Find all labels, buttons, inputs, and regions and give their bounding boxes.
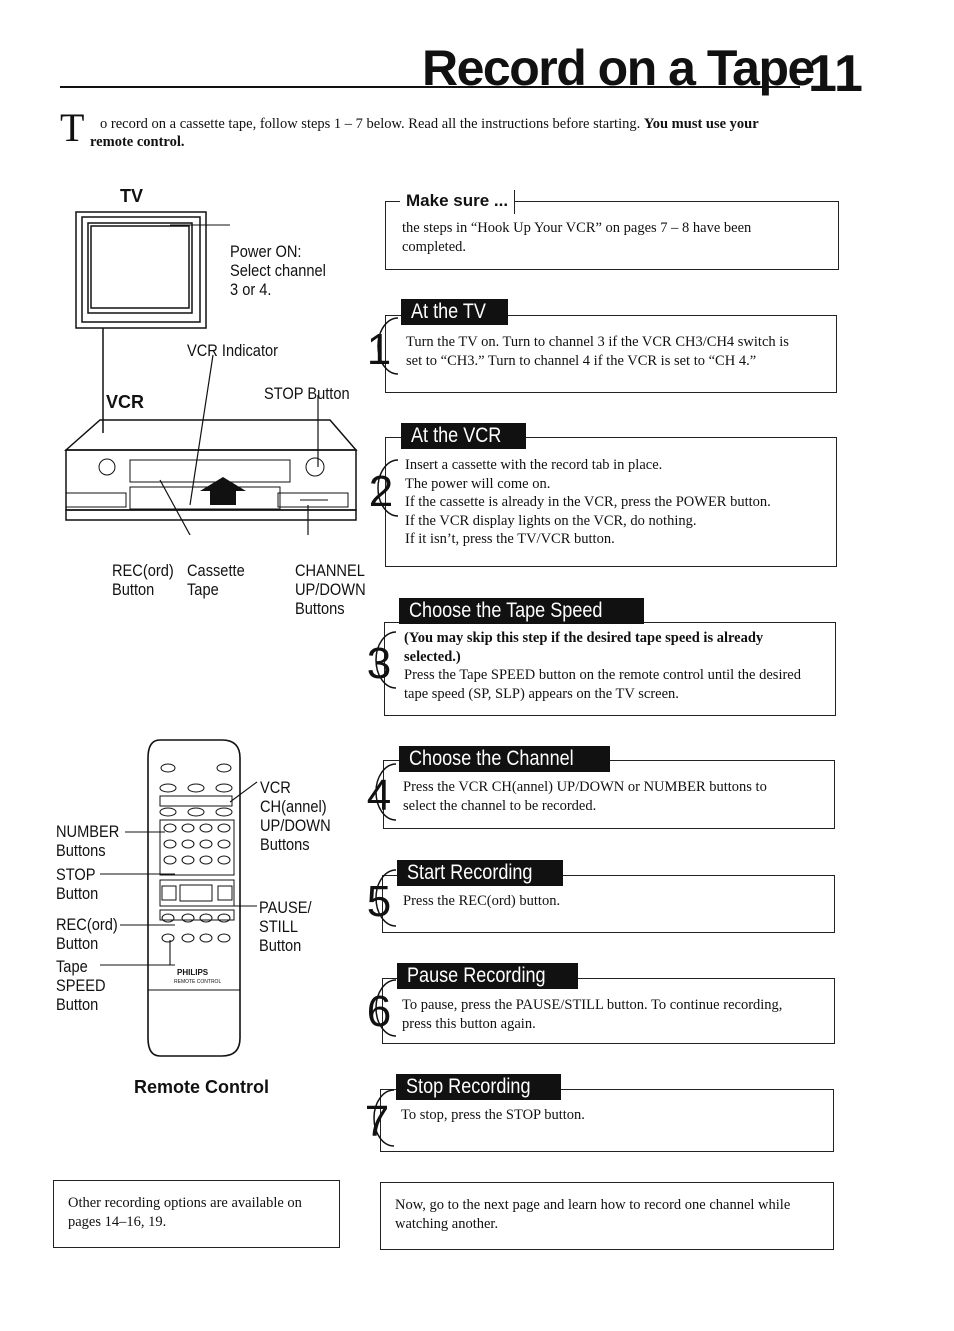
tape-speed-line: SPEED bbox=[56, 976, 106, 995]
step-4-title bbox=[399, 746, 610, 772]
channel-buttons-label bbox=[295, 561, 366, 618]
remote-rec-line: Button bbox=[56, 934, 99, 953]
step-2-text bbox=[405, 456, 771, 549]
number-buttons-label bbox=[56, 822, 119, 860]
step-3-title-text: Choose the Tape Speed bbox=[409, 599, 603, 622]
tv-heading: TV bbox=[120, 186, 144, 206]
vcr-heading: VCR bbox=[106, 392, 145, 412]
step-3-number: 3 bbox=[366, 639, 392, 688]
step-3-line: tape speed (SP, SLP) appears on the TV screen. bbox=[404, 685, 679, 702]
tape-speed-line: Tape bbox=[56, 957, 88, 976]
tape-speed-label bbox=[56, 957, 106, 1014]
make-sure-title: Make sure ... bbox=[400, 190, 515, 214]
step-4-title-text: Choose the Channel bbox=[409, 747, 574, 770]
remote-stop-label bbox=[56, 865, 98, 903]
rec-button-line: REC(ord) bbox=[112, 561, 174, 580]
step-2-line: If the VCR display lights on the VCR, do nothing. bbox=[405, 512, 697, 529]
step-1-line: set to “CH3.” Turn to channel 4 if the VCR is set to “CH 4.” bbox=[406, 352, 757, 369]
step-4-line: Press the VCR CH(annel) UP/DOWN or NUMBER buttons to bbox=[403, 779, 767, 795]
insert-arrow-icon bbox=[200, 477, 246, 505]
remote-brand-sub: REMOTE CONTROL bbox=[174, 979, 222, 985]
step-7-line: To stop, press the STOP button. bbox=[401, 1107, 585, 1123]
pause-still-line: PAUSE/ bbox=[259, 898, 312, 917]
step-7-title bbox=[396, 1074, 561, 1100]
step-7-text bbox=[401, 1106, 585, 1125]
note-left-line: Other recording options are available on bbox=[68, 1195, 302, 1211]
step-3-text bbox=[404, 629, 801, 703]
step-3-note-line: selected.) bbox=[404, 648, 461, 665]
channel-buttons-line: CHANNEL bbox=[295, 561, 365, 580]
step-1-number-icon bbox=[360, 314, 406, 378]
step-2-line: Insert a cassette with the record tab in place. bbox=[405, 457, 663, 473]
page-number: 11 bbox=[808, 45, 863, 103]
vcr-channel-line: VCR bbox=[260, 778, 291, 797]
cassette-tape-line: Cassette bbox=[187, 561, 245, 580]
step-7-title-text: Stop Recording bbox=[406, 1075, 531, 1098]
make-sure-text bbox=[402, 219, 751, 256]
intro-line-2: remote control. bbox=[90, 134, 185, 150]
pause-still-line: STILL bbox=[259, 917, 299, 936]
note-next-page bbox=[380, 1182, 834, 1250]
remote-rec-line: REC(ord) bbox=[56, 915, 118, 934]
remote-caption: Remote Control bbox=[134, 1077, 269, 1097]
step-4-number-icon bbox=[358, 760, 404, 824]
intro-emphasis: You must use your bbox=[643, 116, 759, 132]
step-6-text bbox=[402, 996, 782, 1033]
make-sure-line: the steps in “Hook Up Your VCR” on pages 7 – 8 have been bbox=[402, 220, 752, 236]
tv-illustration bbox=[76, 212, 230, 328]
remote-brand: PHILIPS bbox=[177, 968, 209, 977]
step-5-number: 5 bbox=[366, 877, 392, 926]
vcr-channel-label bbox=[260, 778, 331, 854]
pause-still-line: Button bbox=[259, 936, 302, 955]
step-6-line: To pause, press the PAUSE/STILL button. To continue recording, bbox=[402, 997, 783, 1013]
power-on-label bbox=[230, 242, 326, 299]
step-6-line: press this button again. bbox=[402, 1015, 536, 1032]
stop-button-label: STOP Button bbox=[264, 384, 350, 403]
channel-buttons-line: Buttons bbox=[295, 599, 345, 618]
note-right-line: Now, go to the next page and learn how to record one channel while bbox=[395, 1197, 791, 1213]
step-1-line: Turn the TV on. Turn to channel 3 if the VCR CH3/CH4 switch is bbox=[406, 334, 789, 350]
step-6-title-text: Pause Recording bbox=[407, 964, 546, 987]
intro-line-1: o record on a cassette tape, follow steps 1 – 7 below. Read all the instructions before starting. bbox=[100, 116, 641, 132]
step-1-title-text: At the TV bbox=[411, 300, 486, 323]
step-2-title bbox=[401, 423, 526, 449]
step-1-title bbox=[401, 299, 508, 325]
step-4-number: 4 bbox=[366, 771, 392, 820]
power-on-line: Select channel bbox=[230, 261, 326, 280]
power-on-line: Power ON: bbox=[230, 242, 302, 261]
step-6-number-icon bbox=[358, 976, 404, 1040]
pause-still-label bbox=[259, 898, 312, 955]
vcr-indicator-label: VCR Indicator bbox=[187, 341, 279, 360]
rec-button-label bbox=[112, 561, 174, 599]
vcr-channel-line: CH(annel) bbox=[260, 797, 327, 816]
step-5-title bbox=[397, 860, 563, 886]
step-1-text bbox=[406, 333, 789, 370]
step-2-number-icon bbox=[360, 456, 406, 520]
number-buttons-line: NUMBER bbox=[56, 822, 120, 841]
vcr-channel-line: UP/DOWN bbox=[260, 816, 331, 835]
step-3-line: Press the Tape SPEED button on the remote control until the desired bbox=[404, 667, 801, 683]
step-7-number: 7 bbox=[364, 1097, 390, 1146]
step-2-line: If the cassette is already in the VCR, press the POWER button. bbox=[405, 494, 771, 510]
step-3-note-line: (You may skip this step if the desired tape speed is already bbox=[404, 630, 764, 646]
step-3-number-icon bbox=[358, 628, 404, 692]
vcr-channel-line: Buttons bbox=[260, 835, 310, 854]
note-right-line: watching another. bbox=[395, 1216, 499, 1232]
remote-stop-line: STOP bbox=[56, 865, 96, 884]
step-3-title bbox=[399, 598, 644, 624]
cassette-tape-label bbox=[187, 561, 245, 599]
remote-stop-line: Button bbox=[56, 884, 99, 903]
step-5-title-text: Start Recording bbox=[407, 861, 533, 884]
step-2-number: 2 bbox=[368, 467, 394, 516]
remote-rec-label bbox=[56, 915, 118, 953]
step-5-line: Press the REC(ord) button. bbox=[403, 893, 561, 909]
step-2-title-text: At the VCR bbox=[411, 424, 502, 447]
step-4-text bbox=[403, 778, 767, 815]
step-6-number: 6 bbox=[366, 987, 392, 1036]
tape-speed-line: Button bbox=[56, 995, 99, 1014]
number-buttons-line: Buttons bbox=[56, 841, 106, 860]
remote-pointer-lines bbox=[95, 770, 275, 970]
make-sure-line: completed. bbox=[402, 238, 467, 255]
step-4-line: select the channel to be recorded. bbox=[403, 797, 597, 814]
step-7-number-icon bbox=[356, 1086, 402, 1150]
step-5-text bbox=[403, 892, 560, 911]
step-2-line: The power will come on. bbox=[405, 475, 551, 492]
step-1-number: 1 bbox=[366, 325, 392, 374]
note-other-options bbox=[53, 1180, 340, 1248]
step-6-title bbox=[397, 963, 578, 989]
page-title: Record on a Tape bbox=[422, 40, 814, 96]
rec-button-line: Button bbox=[112, 580, 155, 599]
intro-drop-cap: T bbox=[60, 105, 85, 150]
power-on-line: 3 or 4. bbox=[230, 280, 272, 299]
intro-text bbox=[100, 116, 759, 133]
channel-buttons-line: UP/DOWN bbox=[295, 580, 366, 599]
cassette-tape-line: Tape bbox=[187, 580, 219, 599]
step-5-number-icon bbox=[358, 866, 404, 930]
step-2-line: If it isn’t, press the TV/VCR button. bbox=[405, 531, 615, 547]
note-left-line: pages 14–16, 19. bbox=[68, 1214, 167, 1230]
